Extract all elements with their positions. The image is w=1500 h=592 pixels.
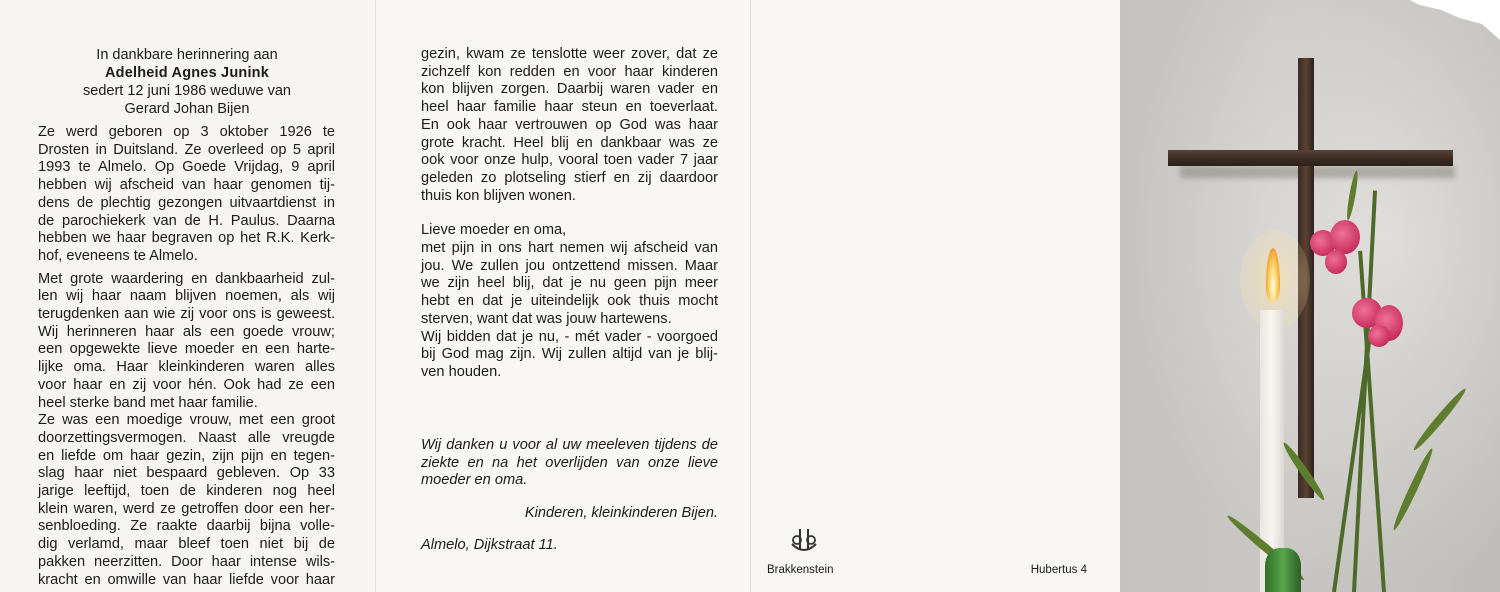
farewell-paragraph	[421, 222, 718, 381]
text-line: moeder en oma.	[421, 472, 528, 489]
text-line: een opgewekte lieve moeder en een harte-	[38, 341, 335, 358]
text-line: dig verlamd, maar bleef toen niet bij de	[38, 536, 335, 553]
text-line: hebt en dat je uiteindelijk ook thuis mocht	[421, 293, 718, 310]
thanks-note	[421, 437, 718, 490]
text-line: geleden zo plotseling stierf en zij daardoor	[421, 169, 718, 186]
text-line: ven houden.	[421, 363, 502, 380]
text-line: hebben we haar begraven op het R.K. Kerk-	[38, 230, 335, 247]
text-line: bij God mag zijn. Wij zullen altijd van je blij-	[421, 346, 718, 363]
widow-line-1: sedert 12 juni 1986 weduwe van	[83, 83, 291, 99]
flower-bloom	[1325, 250, 1347, 274]
publisher-name: Brakkenstein	[767, 564, 834, 576]
text-line: slag haar niet bespaard gebleven. Op 33	[38, 465, 335, 482]
memorial-photo	[1120, 0, 1500, 592]
brakkenstein-logo-icon	[789, 526, 819, 558]
text-line: kon blijven zorgen. Daarbij waren vader en	[421, 81, 718, 98]
text-line: jarige leeftijd, toen de kinderen nog heel	[38, 483, 335, 500]
text-line: len wij haar naam blijven noemen, als wij	[38, 288, 335, 305]
text-line: Drosten in Duitsland. Ze overleed op 5 april	[38, 141, 335, 158]
text-line: terugdenken aan wie zij voor ons is geweest.	[38, 306, 335, 323]
biography-paragraph-1	[38, 124, 335, 266]
flower-bloom	[1368, 325, 1390, 347]
text-line: doorzettingsvermogen. Naast alle vreugde	[38, 429, 335, 446]
text-line: zichzelf kon redden en voor haar kinderen	[421, 63, 718, 80]
text-line: dens de plechtig gezongen uitvaartdienst in	[38, 194, 335, 211]
text-line: hebben wij afscheid van haar genomen tij-	[38, 177, 335, 194]
text-line: heel haar familie haar steun en toeverlaat.	[421, 99, 718, 116]
text-line: Wij danken u voor al uw meeleven tijdens de	[421, 437, 718, 453]
text-line: klein waren, werd ze getroffen door een her-	[38, 500, 335, 517]
text-line: hof, eveneens te Almelo.	[38, 247, 198, 264]
salutation: Lieve moeder en oma,	[421, 222, 567, 239]
middle-panel	[375, 0, 751, 592]
text-line: Ze was een moedige vrouw, met een groot	[38, 412, 335, 429]
cross-beam	[1168, 150, 1453, 166]
text-line: kracht en omwille van haar liefde voor haar	[38, 571, 335, 588]
text-line: en liefde om haar gezin, zijn pijn en tegen-	[38, 447, 335, 464]
vase	[1265, 548, 1301, 592]
text-line: Wij herinneren haar als een goede vrouw;	[38, 323, 335, 340]
text-line: Met grote waardering en dankbaarheid zul-	[38, 270, 335, 287]
widow-line-2: Gerard Johan Bijen	[124, 101, 250, 117]
text-line: En ook haar vertrouwen op God was haar	[421, 116, 718, 133]
continuation-paragraph	[421, 46, 718, 205]
text-line: voor haar en zij voor hén. Ook had ze een	[38, 376, 335, 393]
text-line: pakken neerzitten. Door haar intense wils-	[38, 553, 335, 570]
dedication-header	[38, 46, 336, 118]
text-line: sterven, want dat was jouw hartewens.	[421, 310, 672, 327]
family-address: Almelo, Dijkstraat 11.	[421, 537, 558, 553]
text-line: grote kracht. Heel blij en dankbaar was ze	[421, 134, 718, 151]
flower-bloom	[1330, 220, 1360, 254]
text-line: we zijn heel blij, dat je nu geen pijn meer	[421, 275, 718, 292]
text-line: Ze werd geboren op 3 oktober 1926 te	[38, 124, 335, 140]
deceased-name: Adelheid Agnes Junink	[105, 65, 269, 81]
text-line: ook voor onze hulp, vooral toen vader 7 jaar	[421, 152, 718, 169]
back-panel	[750, 0, 1121, 592]
biography-text	[38, 124, 335, 589]
dedication-heading: In dankbare herinnering aan	[96, 47, 278, 63]
family-signature: Kinderen, kleinkinderen Bijen.	[524, 505, 718, 521]
text-line: jou. We zullen jou ontzettend missen. Maar	[421, 257, 718, 274]
text-line: Wij bidden dat je nu, - mét vader - voorgoed	[421, 328, 718, 345]
text-line: ziekte en na het overlijden van onze lieve	[421, 454, 718, 471]
text-line: senbloeding. Ze raakte daarbij bijna volle-	[38, 518, 335, 535]
text-line: gezin, kwam ze tenslotte weer zover, dat ze	[421, 46, 718, 62]
biography-paragraph-2	[38, 271, 335, 590]
left-panel	[0, 0, 375, 592]
text-line: de parochiekerk van de H. Paulus. Daarna	[38, 212, 335, 229]
text-line: thuis kon blijven wonen.	[421, 187, 576, 204]
card-code: Hubertus 4	[1030, 564, 1087, 576]
text-line: lijke oma. Haar kleinkinderen waren alles	[38, 359, 335, 376]
cross-shadow	[1180, 166, 1455, 178]
text-line: met pijn in ons hart nemen wij afscheid van	[421, 240, 718, 257]
text-line: heel sterke band met haar familie.	[38, 394, 258, 411]
continuation-text	[421, 46, 718, 382]
text-line: 1993 te Almelo. Op Goede Vrijdag, 9 april	[38, 159, 335, 176]
